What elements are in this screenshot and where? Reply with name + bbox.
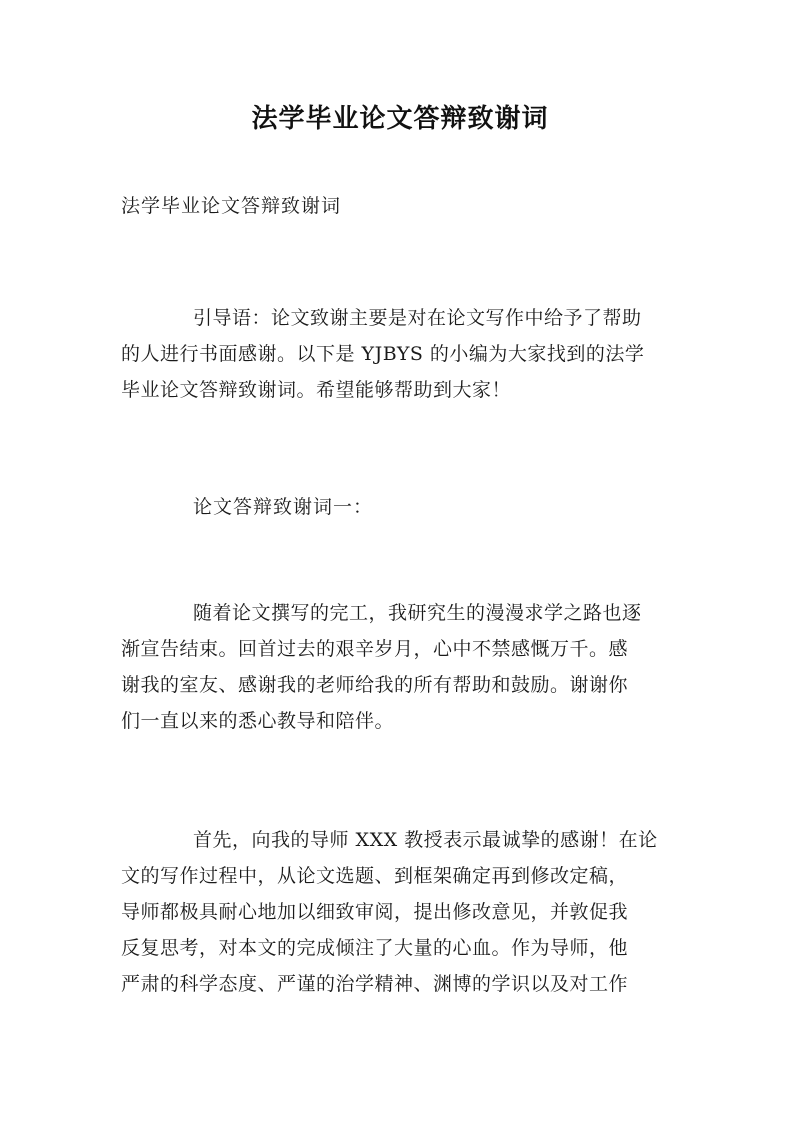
body-paragraph-2 [121, 822, 687, 1002]
paragraph-line: 随着论文撰写的完工，我研究生的漫漫求学之路也逐 [193, 602, 642, 624]
document-subtitle: 法学毕业论文答辩致谢词 [121, 195, 342, 217]
paragraph-line: 严肃的科学态度、严谨的治学精神、渊博的学识以及对工作 [121, 973, 629, 995]
paragraph-line: 们一直以来的悉心教导和陪伴。 [121, 710, 395, 732]
paragraph-line: 渐宣告结束。回首过去的艰辛岁月，心中不禁感慨万千。感 [121, 638, 629, 660]
paragraph-line: 首先，向我的导师 XXX 教授表示最诚挚的感谢！在论 [193, 829, 658, 851]
intro-line: 毕业论文答辩致谢词。希望能够帮助到大家！ [121, 379, 512, 401]
document-title: 法学毕业论文答辩致谢词 [251, 104, 549, 134]
paragraph-line: 导师都极具耐心地加以细致审阅，提出修改意见，并敦促我 [121, 901, 629, 923]
paragraph-line: 谢我的室友、感谢我的老师给我的所有帮助和鼓励。谢谢你 [121, 674, 629, 696]
intro-line: 引导语：论文致谢主要是对在论文写作中给予了帮助 [193, 307, 642, 329]
section-heading: 论文答辩致谢词一： [193, 496, 374, 518]
intro-paragraph [121, 300, 687, 408]
paragraph-line: 反复思考，对本文的完成倾注了大量的心血。作为导师，他 [121, 937, 629, 959]
intro-line: 的人进行书面感谢。以下是 YJBYS 的小编为大家找到的法学 [121, 343, 645, 365]
paragraph-line: 文的写作过程中，从论文选题、到框架确定再到修改定稿， [121, 865, 629, 887]
body-paragraph-1 [121, 595, 687, 739]
